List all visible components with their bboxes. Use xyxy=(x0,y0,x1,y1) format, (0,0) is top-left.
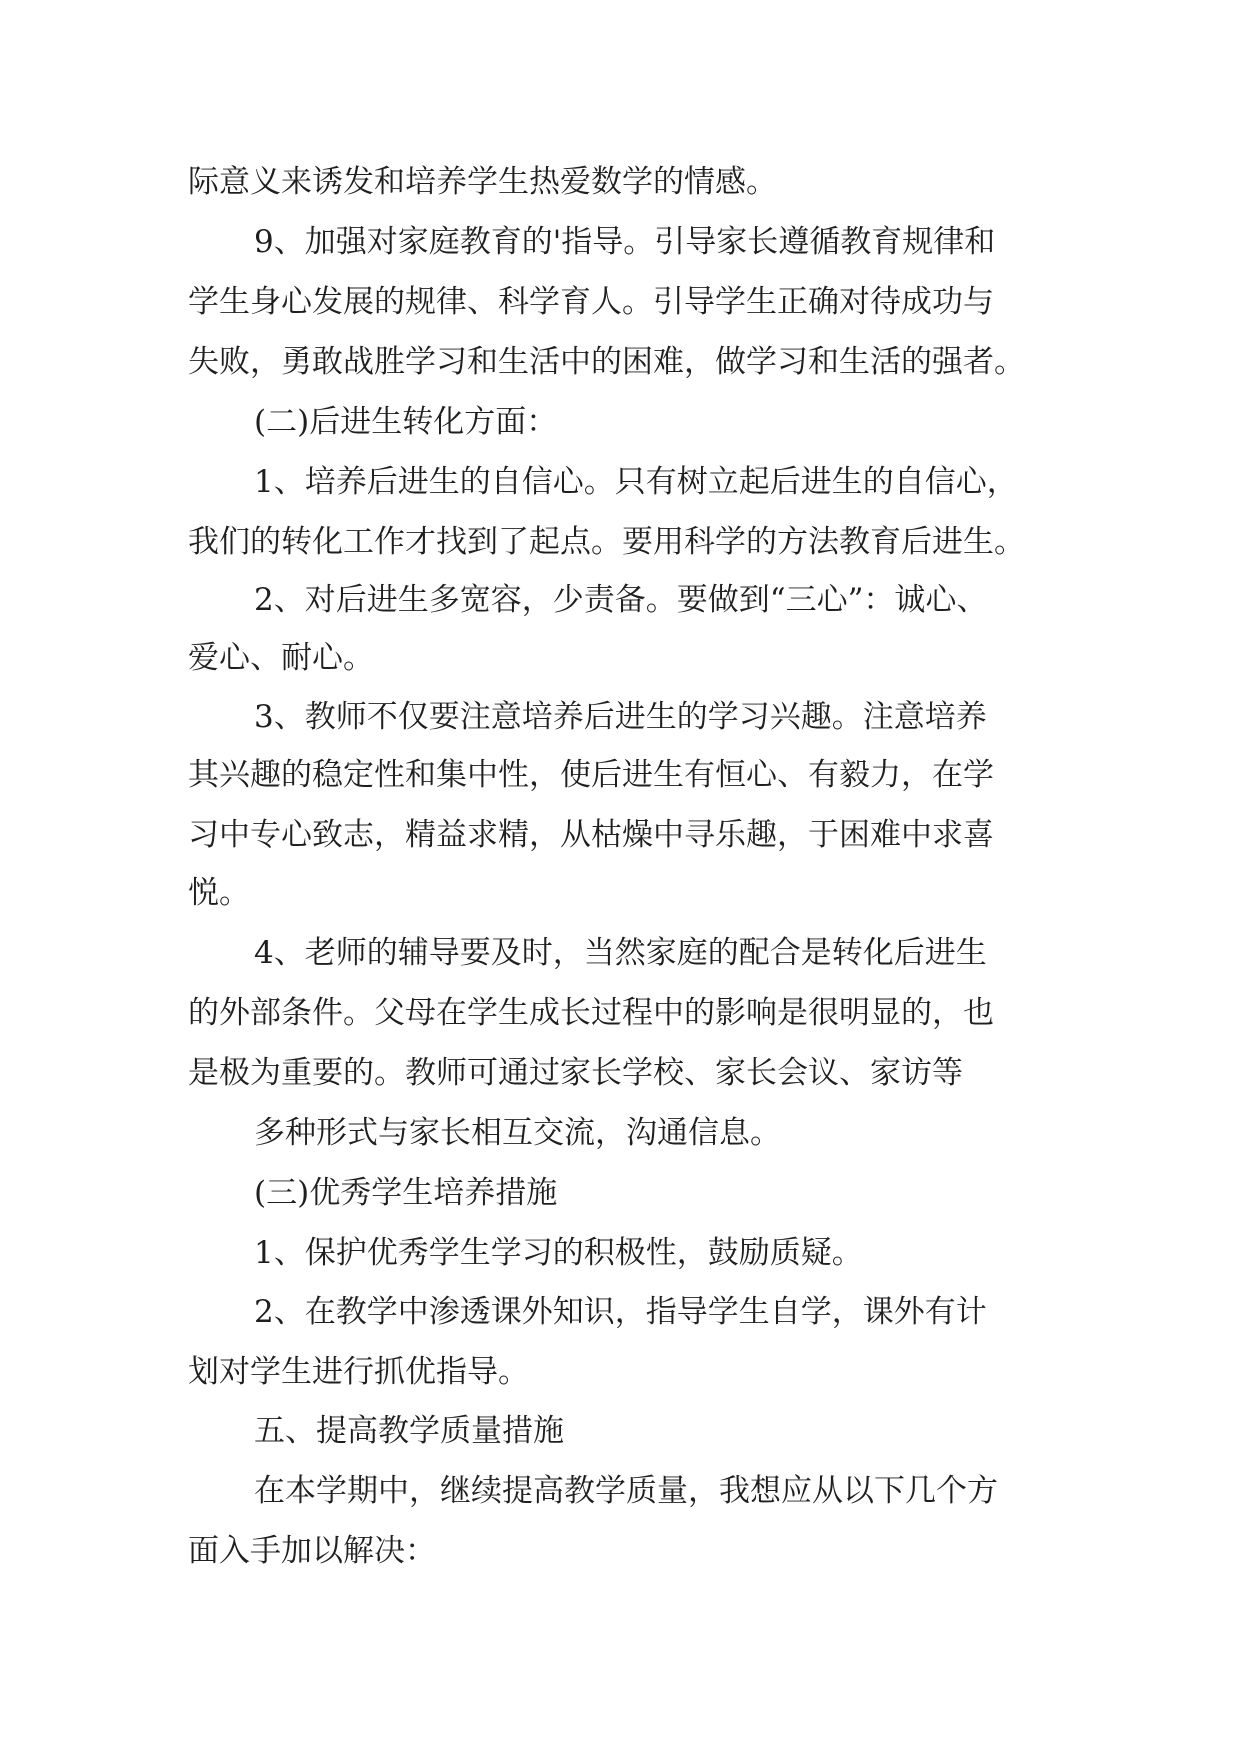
text-line: 1、培养后进生的自信心。只有树立起后进生的自信心， xyxy=(254,464,1018,500)
text-line: 2、对后进生多宽容，少责备。要做到“三心”：诚心、 xyxy=(254,582,988,618)
text-line: 失败，勇敢战胜学习和生活中的困难，做学习和生活的强者。 xyxy=(188,344,1025,380)
text-line: 2、在教学中渗透课外知识，指导学生自学，课外有计 xyxy=(254,1294,987,1330)
text-line: 的外部条件。父母在学生成长过程中的影响是很明显的，也 xyxy=(188,995,994,1031)
text-line: 学生身心发展的规律、科学育人。引导学生正确对待成功与 xyxy=(188,284,994,320)
section-heading: (三)优秀学生培养措施 xyxy=(254,1175,558,1211)
text-line: 悦。 xyxy=(188,875,250,911)
text-line: 其兴趣的稳定性和集中性，使后进生有恒心、有毅力，在学 xyxy=(188,757,994,793)
text-line: 在本学期中，继续提高教学质量，我想应从以下几个方 xyxy=(254,1473,998,1509)
text-line: 是极为重要的。教师可通过家长学校、家长会议、家访等 xyxy=(188,1055,963,1091)
text-line: 我们的转化工作才找到了起点。要用科学的方法教育后进生。 xyxy=(188,524,1025,560)
text-line: 际意义来诱发和培养学生热爱数学的情感。 xyxy=(188,164,777,200)
text-line: 4、老师的辅导要及时，当然家庭的配合是转化后进生 xyxy=(254,935,987,971)
text-line: 面入手加以解决： xyxy=(188,1533,436,1569)
text-line: 习中专心致志，精益求精，从枯燥中寻乐趣，于困难中求喜 xyxy=(188,817,994,853)
text-line: 划对学生进行抓优指导。 xyxy=(188,1354,529,1390)
text-line: 9、加强对家庭教育的'指导。引导家长遵循教育规律和 xyxy=(254,224,996,260)
section-heading: (二)后进生转化方面： xyxy=(254,404,558,440)
text-line: 多种形式与家长相互交流，沟通信息。 xyxy=(254,1115,781,1151)
text-line: 3、教师不仅要注意培养后进生的学习兴趣。注意培养 xyxy=(254,699,987,735)
section-heading: 五、提高教学质量措施 xyxy=(254,1413,564,1449)
text-line: 1、保护优秀学生学习的积极性，鼓励质疑。 xyxy=(254,1235,863,1271)
text-line: 爱心、耐心。 xyxy=(188,640,374,676)
